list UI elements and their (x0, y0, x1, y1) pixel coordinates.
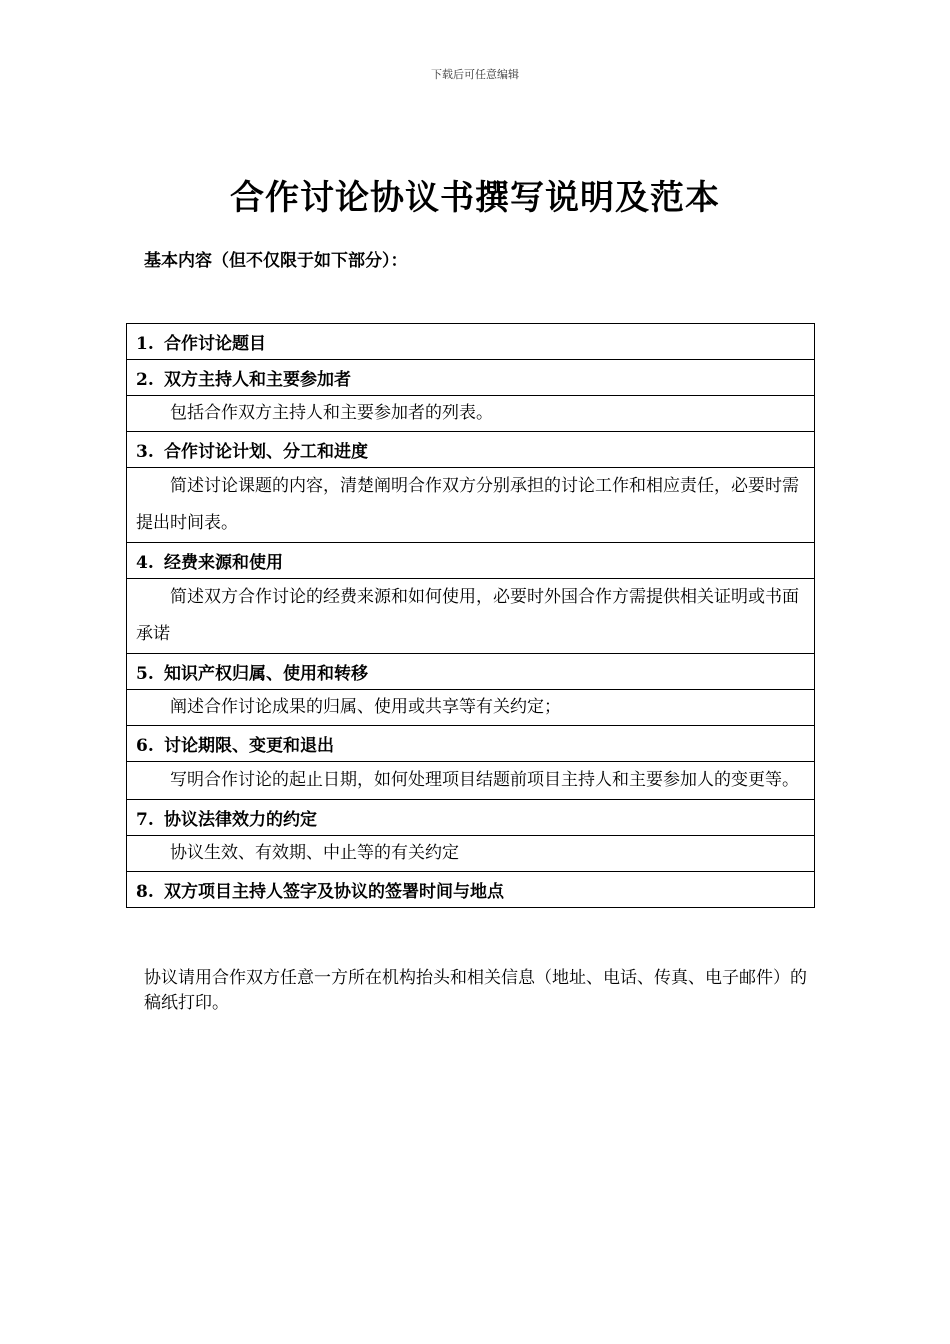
section-number: 6. (136, 736, 154, 756)
section-title: 合作讨论题目 (164, 334, 266, 354)
section-description: 简述双方合作讨论的经费来源和如何使用，必要时外国合作方需提供相关证明或书面承诺 (127, 579, 815, 654)
section-number: 8. (136, 882, 154, 902)
section-heading (127, 360, 815, 396)
section-heading (127, 432, 815, 468)
section-heading-row (127, 800, 815, 836)
section-title: 协议法律效力的约定 (164, 810, 317, 830)
section-description-row (127, 836, 815, 872)
section-description: 协议生效、有效期、中止等的有关约定 (127, 836, 815, 872)
section-heading (127, 543, 815, 579)
footer-note: 协议请用合作双方任意一方所在机构抬头和相关信息（地址、电话、传真、电子邮件）的稿纸打印。 (144, 968, 807, 1013)
document-title: 合作讨论协议书撰写说明及范本 (230, 178, 720, 218)
section-heading-row (127, 324, 815, 360)
section-heading-row (127, 726, 815, 762)
section-description-row (127, 690, 815, 726)
header-note: 下载后可任意编辑 (431, 68, 519, 81)
section-description-row (127, 762, 815, 800)
section-heading-row (127, 654, 815, 690)
section-description-row (127, 579, 815, 654)
section-heading (127, 872, 815, 908)
section-number: 4. (136, 553, 154, 573)
section-number: 1. (136, 334, 154, 354)
section-number: 2. (136, 370, 154, 390)
section-number: 7. (136, 810, 154, 830)
section-title: 合作讨论计划、分工和进度 (164, 442, 368, 462)
outline-table (126, 323, 815, 908)
section-description: 简述讨论课题的内容，清楚阐明合作双方分别承担的讨论工作和相应责任，必要时需提出时间表。 (127, 468, 815, 543)
section-title: 知识产权归属、使用和转移 (164, 664, 368, 684)
section-description: 阐述合作讨论成果的归属、使用或共享等有关约定； (127, 690, 815, 726)
section-title: 双方主持人和主要参加者 (164, 370, 351, 390)
section-heading (127, 726, 815, 762)
section-heading-row (127, 432, 815, 468)
section-number: 5. (136, 664, 154, 684)
section-title: 讨论期限、变更和退出 (164, 736, 334, 756)
section-description-row (127, 396, 815, 432)
section-number: 3. (136, 442, 154, 462)
intro-text: 基本内容（但不仅限于如下部分）： (144, 251, 408, 271)
section-title: 经费来源和使用 (164, 553, 283, 573)
section-heading-row (127, 543, 815, 579)
section-description: 包括合作双方主持人和主要参加者的列表。 (127, 396, 815, 432)
section-heading (127, 324, 815, 360)
section-title: 双方项目主持人签字及协议的签署时间与地点 (164, 882, 504, 902)
section-heading (127, 800, 815, 836)
section-heading-row (127, 872, 815, 908)
section-description: 写明合作讨论的起止日期，如何处理项目结题前项目主持人和主要参加人的变更等。 (127, 762, 815, 800)
section-heading-row (127, 360, 815, 396)
section-heading (127, 654, 815, 690)
section-description-row (127, 468, 815, 543)
